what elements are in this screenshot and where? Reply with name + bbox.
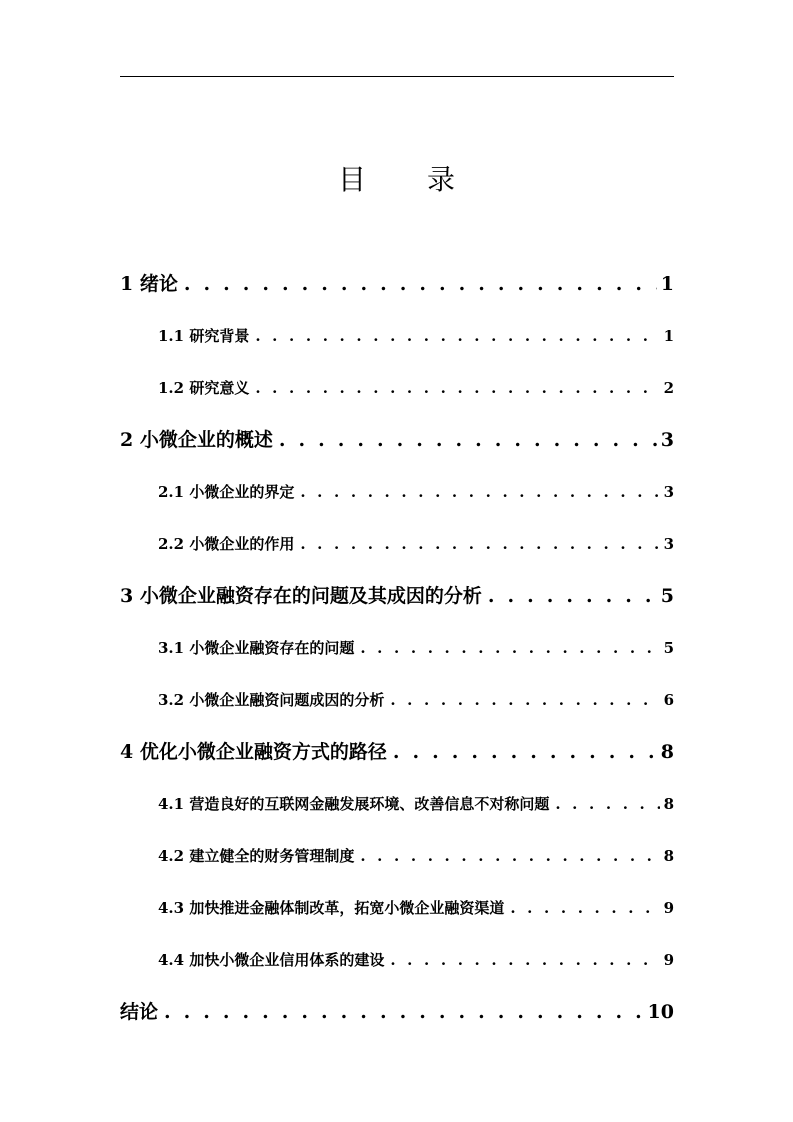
dot-leader (300, 481, 659, 503)
toc-entry-label: 4 优化小微企业融资方式的路径 (120, 741, 387, 763)
dot-leader (279, 427, 657, 453)
dot-leader (255, 377, 659, 399)
toc-page-number: 2 (663, 379, 674, 397)
dot-leader (255, 325, 659, 347)
toc-entry-section-2-1[interactable] (158, 481, 674, 503)
toc-entry-section-1-2[interactable] (158, 377, 674, 399)
toc-entry-chapter-3[interactable] (120, 583, 674, 609)
toc-entry-section-4-2[interactable] (158, 845, 674, 867)
toc-entry-section-3-1[interactable] (158, 637, 674, 659)
dot-leader (184, 271, 657, 297)
toc-entry-label: 4.3 加快推进金融体制改革，拓宽小微企业融资渠道 (158, 899, 505, 917)
toc-entry-section-4-1[interactable] (158, 793, 674, 815)
toc-page-number: 3 (660, 429, 674, 451)
toc-page-number: 8 (663, 847, 674, 865)
dot-leader (360, 637, 659, 659)
toc-entry-label: 1.1 研究背景 (158, 327, 250, 345)
toc-page-number: 3 (663, 483, 674, 501)
toc-entry-label: 4.4 加快小微企业信用体系的建设 (158, 951, 385, 969)
toc-entry-label: 4.2 建立健全的财务管理制度 (158, 847, 355, 865)
toc-entry-section-3-2[interactable] (158, 689, 674, 711)
toc-page-number: 8 (663, 795, 674, 813)
page-title: 目 录 (338, 163, 481, 196)
toc-page-number: 8 (660, 741, 674, 763)
toc-page-number: 3 (663, 535, 674, 553)
toc-entry-section-4-4[interactable] (158, 949, 674, 971)
toc-entry-chapter-2[interactable] (120, 427, 674, 453)
toc-entry-label: 3 小微企业融资存在的问题及其成因的分析 (120, 585, 482, 607)
toc-entry-section-1-1[interactable] (158, 325, 674, 347)
toc-entry-conclusion[interactable] (120, 999, 674, 1025)
dot-leader (300, 533, 659, 555)
toc-page-number: 1 (660, 273, 674, 295)
toc-page-number: 10 (647, 1001, 674, 1023)
toc-entry-label: 2.2 小微企业的作用 (158, 535, 295, 553)
toc-page-number: 1 (663, 327, 674, 345)
dot-leader (488, 583, 657, 609)
dot-leader (393, 739, 657, 765)
dot-leader (510, 897, 659, 919)
dot-leader (360, 845, 659, 867)
toc-entry-label: 结论 (120, 1001, 159, 1023)
toc-entry-section-4-3[interactable] (158, 897, 674, 919)
toc-entry-label: 3.2 小微企业融资问题成因的分析 (158, 691, 385, 709)
dot-leader (390, 689, 659, 711)
toc-page-number: 5 (660, 585, 674, 607)
toc-page-number: 5 (663, 639, 674, 657)
toc-entry-section-2-2[interactable] (158, 533, 674, 555)
toc-entry-label: 3.1 小微企业融资存在的问题 (158, 639, 355, 657)
toc-entry-label: 1 绪论 (120, 273, 178, 295)
toc-entry-label: 1.2 研究意义 (158, 379, 250, 397)
dot-leader (390, 949, 659, 971)
toc-entry-label: 4.1 营造良好的互联网金融发展环境、改善信息不对称问题 (158, 795, 550, 813)
toc-entry-label: 2 小微企业的概述 (120, 429, 273, 451)
toc-entry-chapter-4[interactable] (120, 739, 674, 765)
toc-entry-chapter-1[interactable] (120, 271, 674, 297)
dot-leader (164, 999, 644, 1025)
toc-page-number: 9 (663, 951, 674, 969)
toc-entry-label: 2.1 小微企业的界定 (158, 483, 295, 501)
toc-page-number: 9 (663, 899, 674, 917)
toc-page-number: 6 (663, 691, 674, 709)
dot-leader (555, 793, 659, 815)
